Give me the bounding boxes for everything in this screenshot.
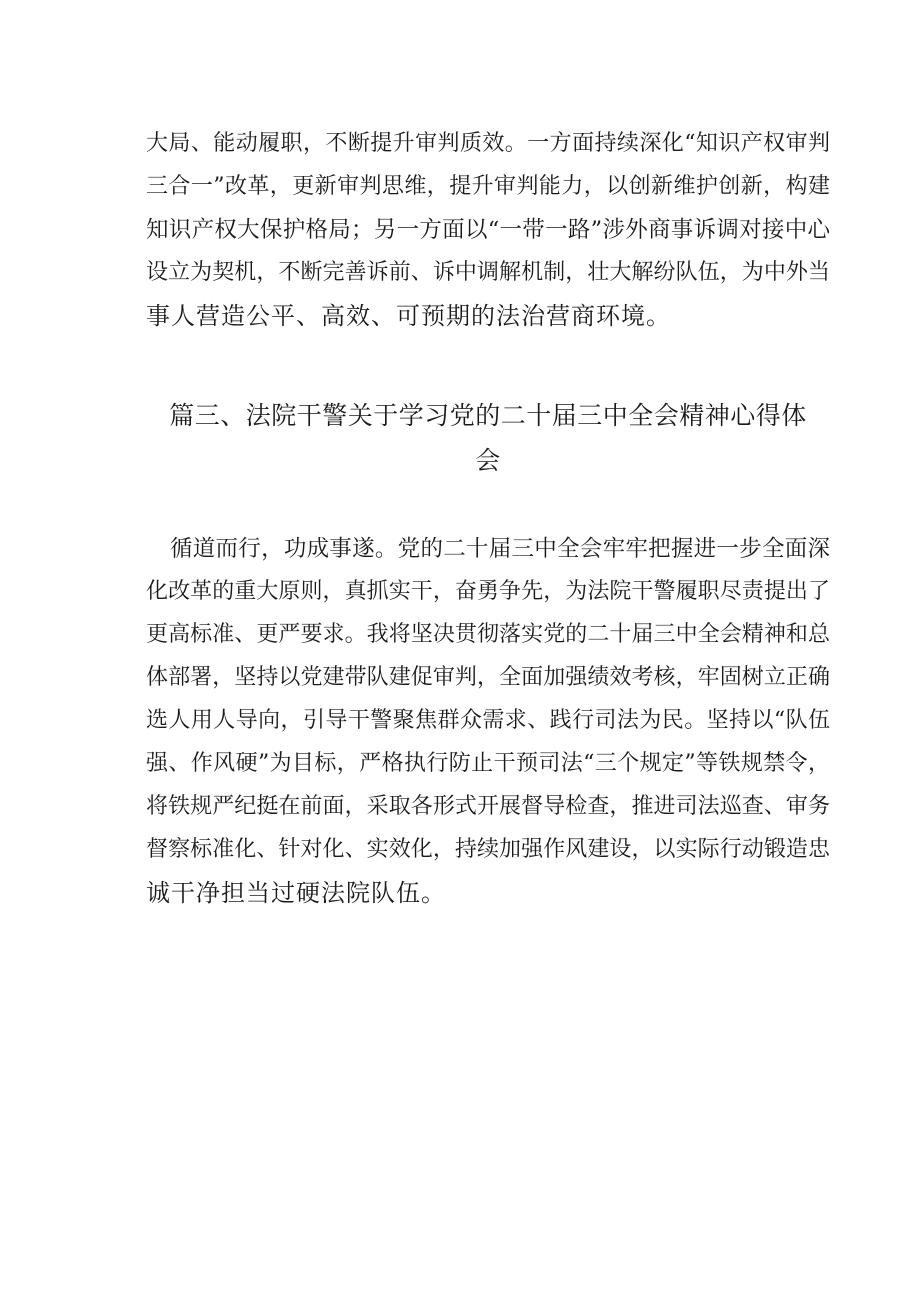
paragraph1-line: 设立为契机，不断完善诉前、诉中调解机制，壮大解纷队伍，为中外当	[146, 260, 830, 285]
section-heading-line1: 篇三、法院干警关于学习党的二十届三中全会精神心得体	[169, 401, 807, 430]
paragraph2-line: 强、作风硬”为目标，严格执行防止干预司法“三个规定”等铁规禁令，	[146, 751, 830, 776]
paragraph2-line: 选人用人导向，引导干警聚焦群众需求、践行司法为民。坚持以“队伍	[146, 708, 830, 733]
section-heading-line2: 会	[475, 446, 501, 475]
paragraph2-line: 循道而行，功成事遂。党的二十届三中全会牢牢把握进一步全面深	[170, 536, 830, 562]
paragraph1-line: 知识产权大保护格局；另一方面以“一带一路”涉外商事诉调对接中心	[146, 217, 830, 243]
paragraph2-line: 体部署，坚持以党建带队建促审判，全面加强绩效考核，牢固树立正确	[146, 665, 830, 690]
paragraph2-line: 化改革的重大原则，真抓实干，奋勇争先，为法院干警履职尽责提出了	[146, 579, 830, 604]
paragraph1-line: 事人营造公平、高效、可预期的法治营商环境。	[146, 302, 671, 330]
paragraph2-line: 诚干净担当过硬法院队伍。	[146, 879, 446, 907]
paragraph1-line: 三合一”改革，更新审判思维，提升审判能力，以创新维护创新，构建	[146, 174, 830, 199]
paragraph1-line: 大局、能动履职，不断提升审判质效。一方面持续深化“知识产权审判	[146, 131, 830, 156]
paragraph2-line: 将铁规严纪挺在前面，采取各形式开展督导检查，推进司法巡查、审务	[146, 794, 830, 819]
paragraph2-line: 更高标准、更严要求。我将坚决贯彻落实党的二十届三中全会精神和总	[146, 622, 830, 647]
paragraph2-line: 督察标准化、针对化、实效化，持续加强作风建设，以实际行动锻造忠	[146, 837, 830, 862]
